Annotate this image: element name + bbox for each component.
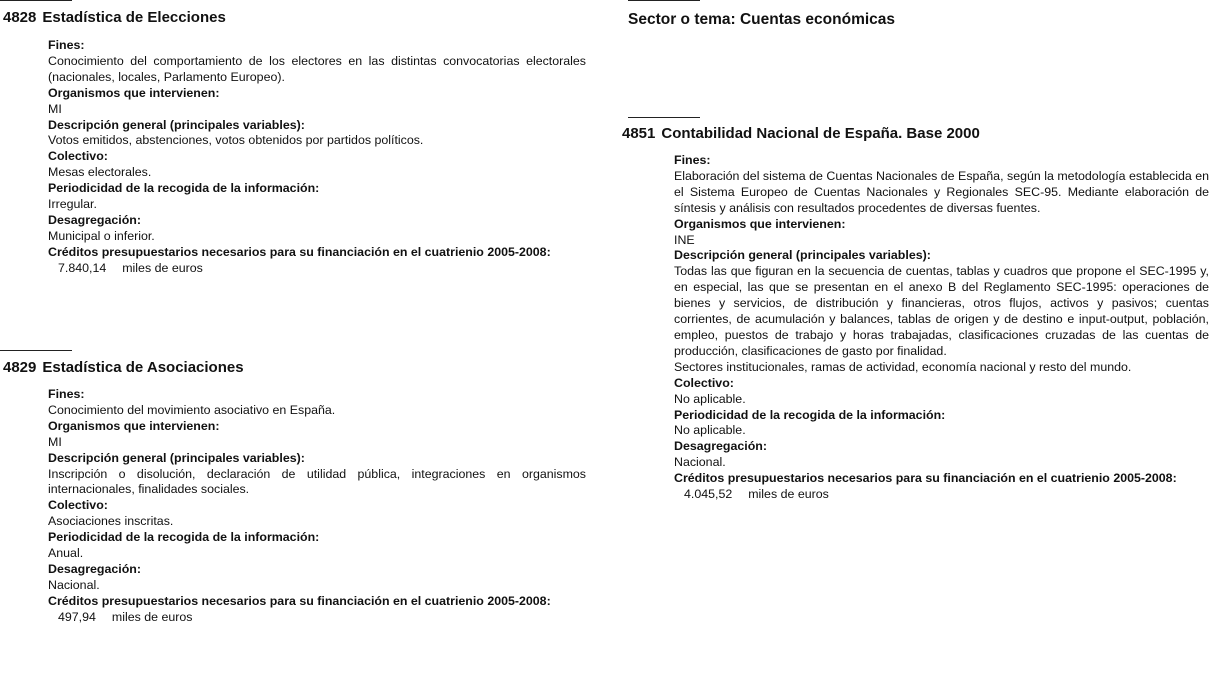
amount-unit: miles de euros (748, 487, 829, 502)
colectivo-text: No aplicable. (674, 391, 746, 406)
divider-4829 (0, 350, 72, 351)
entry-number: 4851 (622, 125, 656, 142)
fines-label: Fines: (48, 387, 85, 401)
periodicidad-label: Periodicidad de la recogida de la información: (674, 407, 946, 422)
descripcion-text: Todas las que figuran en la secuencia de cuentas, tablas y cuadros que propone el SEC-1995 y, en especial, las que se presentan en el anexo B del Reglamento SEC-1995: operaciones de bienes y servicios, de distribución y financieras, otros flujos, activos y pasivos; cuentas corrientes, de acumulación y balances, tablas de origen y de destino e input-output, población, empleo, puestos de trabajo y horas trabajadas, clasificaciones cruzadas de las cuentas de producción, clasificaciones de gasto por finalidad. (674, 264, 1209, 358)
desagregacion-text: Municipal o inferior. (48, 228, 155, 243)
amount-value: 4.045,52 (684, 487, 733, 502)
entry-title-4828 (3, 9, 226, 26)
creditos-label: Créditos presupuestarios necesarios para su financiación en el cuatrienio 2005-2008: (48, 593, 551, 608)
periodicidad-text: Anual. (48, 546, 84, 561)
colectivo-label: Colectivo: (48, 149, 108, 164)
descripcion-text-2: Sectores institucionales, ramas de actividad, economía nacional y resto del mundo. (674, 359, 1132, 374)
fines-label: Fines: (674, 153, 711, 167)
entry-number: 4828 (3, 9, 37, 26)
entry-body-4851 (674, 153, 1209, 503)
periodicidad-text: No aplicable. (674, 423, 746, 438)
amount-value: 7.840,14 (58, 260, 107, 275)
creditos-amount (674, 487, 1209, 503)
desagregacion-text: Nacional. (674, 455, 726, 470)
entry-title-text: Estadística de Elecciones (42, 9, 226, 26)
descripcion-text: Inscripción o disolución, declaración de utilidad pública, integraciones en organismos internacionales, finalidades sociales. (48, 466, 586, 497)
creditos-amount (48, 610, 586, 626)
organismos-label: Organismos que intervienen: (48, 418, 220, 433)
colectivo-text: Mesas electorales. (48, 165, 152, 180)
desagregacion-label: Desagregación: (48, 212, 141, 227)
divider-4828 (0, 0, 72, 1)
amount-value: 497,94 (58, 609, 96, 624)
divider-sector (628, 0, 700, 1)
organismos-label: Organismos que intervienen: (674, 216, 846, 231)
descripcion-text: Votos emitidos, abstenciones, votos obtenidos por partidos políticos. (48, 133, 424, 148)
entry-title-text: Estadística de Asociaciones (42, 359, 244, 376)
sector-heading: Sector o tema: Cuentas económicas (628, 11, 896, 28)
entry-body-4829 (48, 387, 586, 626)
descripcion-label: Descripción general (principales variables): (48, 450, 305, 465)
organismos-text: MI (48, 101, 62, 116)
divider-4851 (628, 117, 700, 118)
entry-number: 4829 (3, 359, 37, 376)
descripcion-label: Descripción general (principales variables): (674, 248, 931, 263)
organismos-label: Organismos que intervienen: (48, 85, 220, 100)
periodicidad-text: Irregular. (48, 197, 97, 212)
fines-text: Conocimiento del comportamiento de los electores en las distintas convocatorias electorales (nacionales, locales, Parlamento Europeo). (48, 53, 586, 84)
entry-title-4829 (3, 359, 244, 376)
creditos-amount (48, 261, 586, 277)
colectivo-label: Colectivo: (48, 498, 108, 513)
colectivo-label: Colectivo: (674, 375, 734, 390)
creditos-label: Créditos presupuestarios necesarios para su financiación en el cuatrienio 2005-2008: (48, 244, 551, 259)
fines-text: Elaboración del sistema de Cuentas Nacionales de España, según la metodología establecida en el Sistema Europeo de Cuentas Nacionales y Regionales SEC-95. Mediante elaboración de síntesis y análisis con resultados procedentes de diversas fuentes. (674, 168, 1209, 215)
entry-title-text: Contabilidad Nacional de España. Base 2000 (661, 125, 980, 142)
periodicidad-label: Periodicidad de la recogida de la información: (48, 530, 320, 545)
colectivo-text: Asociaciones inscritas. (48, 514, 174, 529)
entry-title-4851 (622, 125, 980, 142)
creditos-label: Créditos presupuestarios necesarios para su financiación en el cuatrienio 2005-2008: (674, 471, 1177, 486)
desagregacion-label: Desagregación: (674, 439, 767, 454)
desagregacion-label: Desagregación: (48, 561, 141, 576)
descripcion-label: Descripción general (principales variables): (48, 117, 305, 132)
organismos-text: INE (674, 232, 695, 247)
fines-text: Conocimiento del movimiento asociativo en España. (48, 402, 336, 417)
organismos-text: MI (48, 434, 62, 449)
fines-label: Fines: (48, 38, 85, 52)
amount-unit: miles de euros (122, 260, 203, 275)
entry-body-4828 (48, 38, 586, 277)
desagregacion-text: Nacional. (48, 577, 100, 592)
amount-unit: miles de euros (111, 609, 193, 624)
periodicidad-label: Periodicidad de la recogida de la información: (48, 181, 320, 196)
